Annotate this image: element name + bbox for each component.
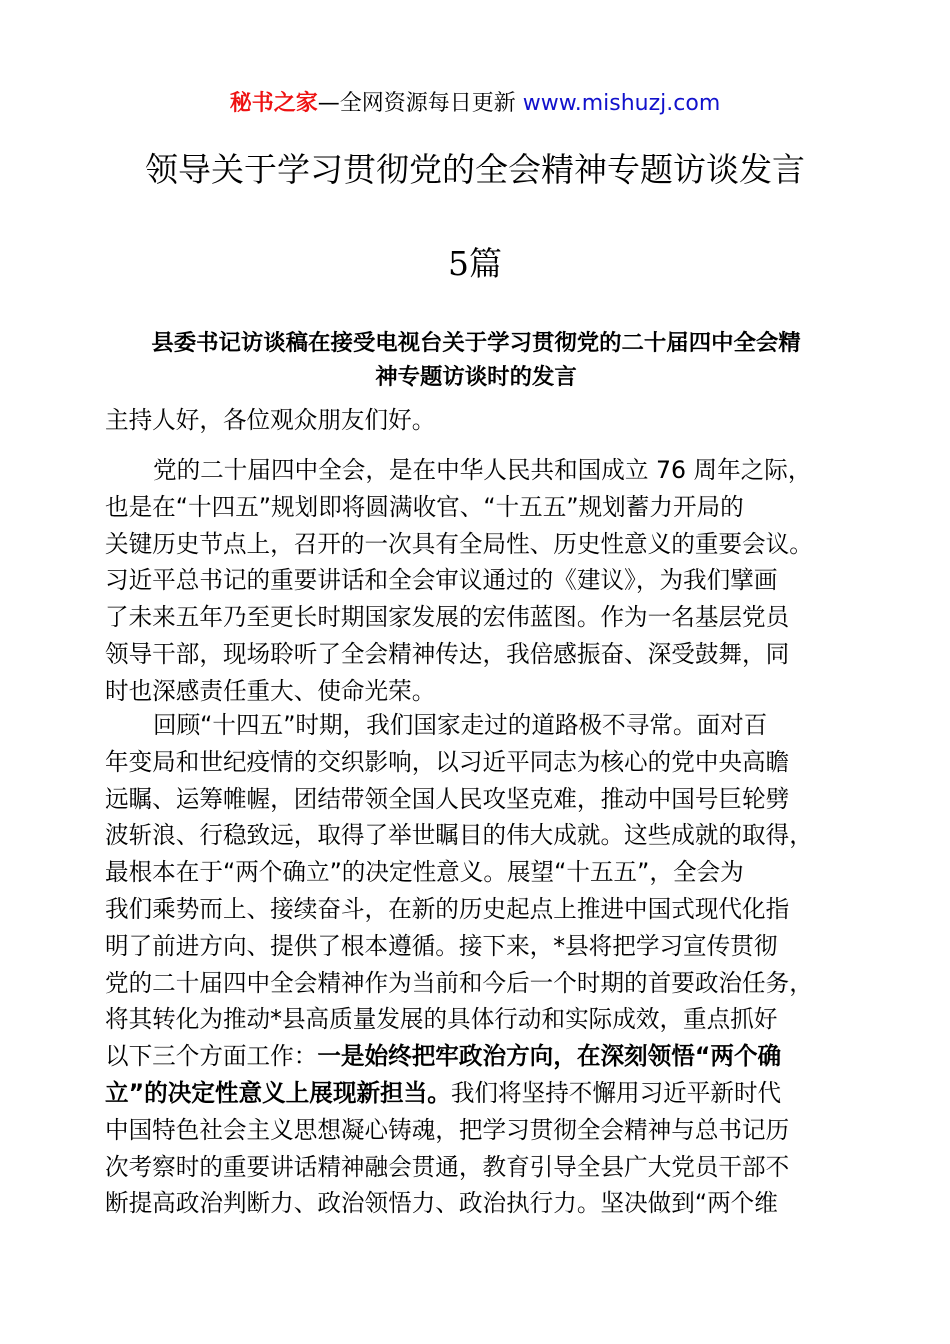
paragraph-line: 断提高政治判断力、政治领悟力、政治执行力。坚决做到“两个维 xyxy=(105,1189,778,1218)
header-tagline: —全网资源每日更新 xyxy=(317,91,516,116)
section-title xyxy=(105,326,847,394)
paragraph-line: 次考察时的重要讲话精神融会贯通，教育引导全县广大党员干部不 xyxy=(105,1152,790,1181)
greeting-text: 主持人好，各位观众朋友们好。 xyxy=(105,406,436,434)
paragraph-line: 波斩浪、行稳致远，取得了举世瞩目的伟大成就。这些成就的取得， xyxy=(105,821,813,850)
paragraph-line: 党的二十届四中全会精神作为当前和今后一个时期的首要政治任务， xyxy=(105,968,813,997)
paragraph-line: 中国特色社会主义思想凝心铸魂，把学习贯彻全会精神与总书记历 xyxy=(105,1115,790,1144)
paragraph-line: 也是在“十四五”规划即将圆满收官、“十五五”规划蓄力开局的 xyxy=(105,492,744,521)
paragraph-line-mixed xyxy=(105,1075,850,1112)
bold-heading-text: 一是始终把牢政治方向，在深刻领悟“两个确 xyxy=(317,1042,782,1071)
brand-name: 秘书之家 xyxy=(229,91,318,116)
document-subtitle: 5篇 xyxy=(448,244,502,283)
plain-text: 我们将坚持不懈用习近平新时代 xyxy=(450,1078,782,1107)
site-header xyxy=(0,88,950,120)
bold-heading-text: 立”的决定性意义上展现新担当。 xyxy=(105,1078,451,1107)
paragraph-line: 了未来五年乃至更长时期国家发展的宏伟蓝图。作为一名基层党员 xyxy=(105,603,790,632)
section-title-line: 县委书记访谈稿在接受电视台关于学习贯彻党的二十届四中全会精 xyxy=(151,330,801,356)
paragraph-line: 年变局和世纪疫情的交织影响，以习近平同志为核心的党中央高瞻 xyxy=(105,747,790,776)
paragraph-2 xyxy=(105,707,850,1222)
paragraph-line: 明了前进方向、提供了根本遵循。接下来，*县将把学习宣传贯彻 xyxy=(105,931,778,960)
paragraph-line: 远瞩、运筹帷幄，团结带领全国人民攻坚克难，推动中国号巨轮劈 xyxy=(105,784,790,813)
paragraph-line: 党的二十届四中全会，是在中华人民共和国成立 76 周年之际， xyxy=(153,456,812,484)
paragraph-line: 回顾“十四五”时期，我们国家走过的道路极不寻常。面对百 xyxy=(153,711,768,739)
section-title-line: 神专题访谈时的发言 xyxy=(375,364,577,390)
greeting-paragraph xyxy=(105,402,850,439)
plain-text: 以下三个方面工作： xyxy=(105,1042,318,1071)
paragraph-line: 时也深感责任重大、使命光荣。 xyxy=(105,676,436,705)
paragraph-line: 习近平总书记的重要讲话和全会审议通过的《建议》，为我们擘画 xyxy=(105,566,778,595)
paragraph-line: 将其转化为推动*县高质量发展的具体行动和实际成效，重点抓好 xyxy=(105,1005,778,1034)
paragraph-line: 我们乘势而上、接续奋斗，在新的历史起点上推进中国式现代化指 xyxy=(105,894,790,923)
paragraph-line: 最根本在于“两个确立”的决定性意义。展望“十五五”，全会为 xyxy=(105,858,744,887)
paragraph-line-mixed xyxy=(105,1038,850,1075)
paragraph-line: 领导干部，现场聆听了全会精神传达，我倍感振奋、深受鼓舞，同 xyxy=(105,639,790,668)
document-title: 领导关于学习贯彻党的全会精神专题访谈发言 xyxy=(145,150,805,189)
site-url-link[interactable]: www.mishuzj.com xyxy=(522,91,721,116)
paragraph-1 xyxy=(105,452,850,710)
paragraph-line: 关键历史节点上，召开的一次具有全局性、历史性意义的重要会议。 xyxy=(105,529,813,558)
